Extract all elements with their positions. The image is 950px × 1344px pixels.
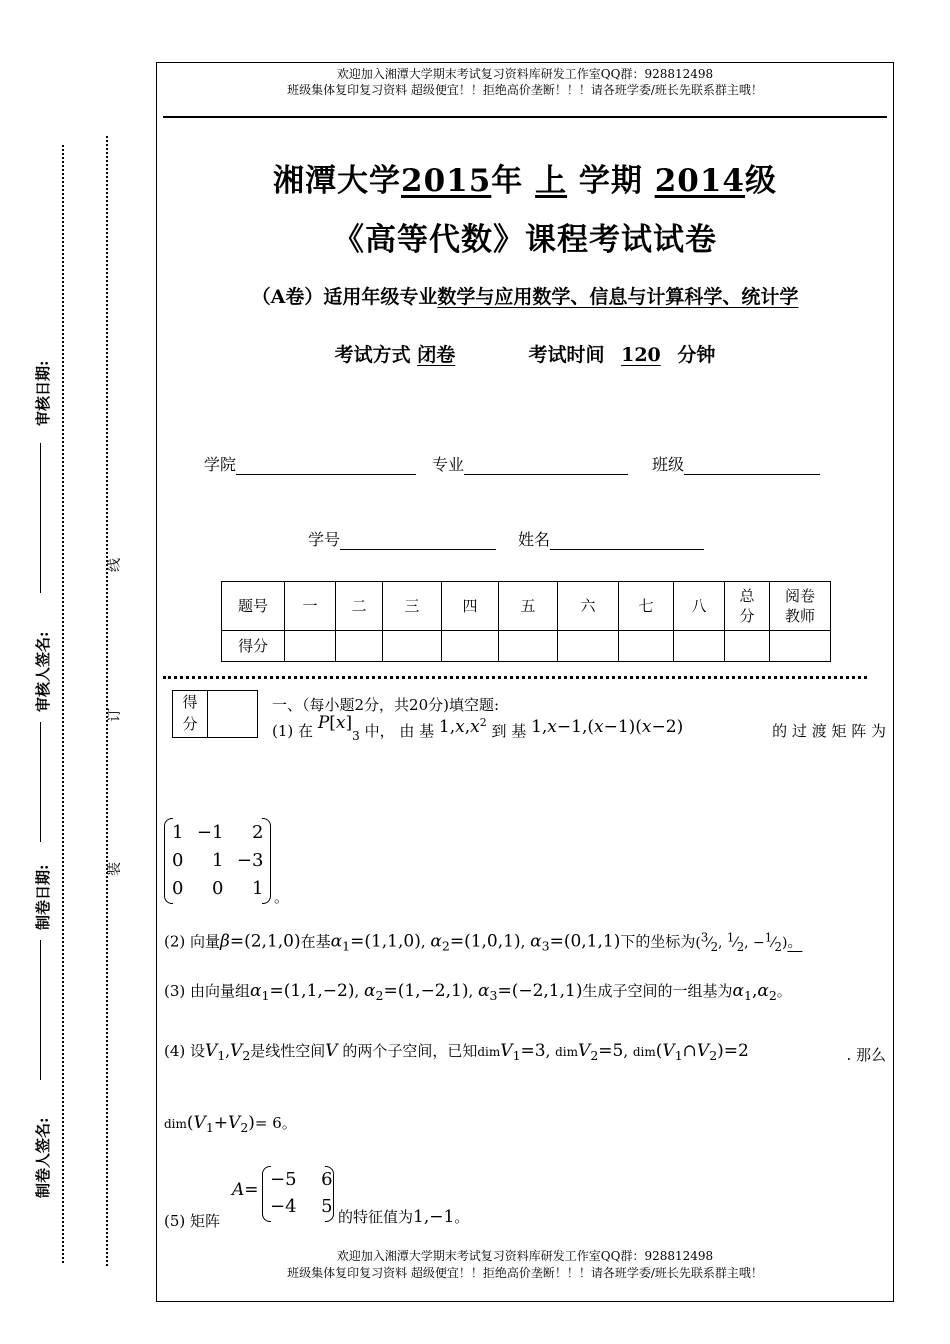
paper-label: （A卷）适用年级专业 [251, 286, 438, 308]
question-2: (2) 向量β=(2,1,0)在基$\alpha_1=(1,1,0)$, $\alpha_2=(1,0,1)$, $\alpha_3=(0,1,1)$下的坐标为($^3⁄_2$, $^1⁄_2$, $-^1⁄_2$)。 [164, 930, 803, 954]
score-cell[interactable] [383, 631, 442, 662]
matrix-cell: −5 [270, 1169, 297, 1190]
score-header-cell: 一 [285, 582, 336, 631]
exam-mode-line [156, 340, 894, 367]
student-id-label: 学号 [308, 530, 341, 549]
q2-text-b: 在基 [300, 932, 331, 951]
class-field[interactable] [652, 452, 820, 475]
score-header-cell: 阅卷 教师 [770, 582, 831, 631]
score-cell[interactable] [674, 631, 725, 662]
major-label: 专业 [432, 455, 465, 474]
q1-text-d: 的 过 渡 矩 阵 为 [772, 722, 886, 740]
q1-end: 。 [274, 888, 290, 906]
score-header-cell: 题号 [222, 582, 285, 631]
name-input-line[interactable] [550, 533, 704, 550]
q5-text-b: 的特征值为 [338, 1208, 414, 1226]
major-input-line[interactable] [464, 458, 628, 475]
matrix-cell: 2 [252, 821, 264, 843]
q2-text-c: 下的坐标为 [620, 932, 696, 951]
q4-text-a: (4) 设 [164, 1042, 206, 1060]
major-field[interactable] [432, 452, 628, 475]
title-school: 湘潭大学 [273, 163, 402, 199]
q1-text-b: 中， 由 基 [364, 722, 435, 740]
matrix-cell: 6 [321, 1169, 333, 1190]
matrix-cell: −3 [236, 849, 264, 871]
question-5-label: (5) 矩阵 [164, 1212, 221, 1230]
score-table [221, 581, 831, 662]
score-cell[interactable] [442, 631, 499, 662]
course-title: 《高等代数》课程考试试卷 [333, 222, 717, 258]
score-cell[interactable] [285, 631, 336, 662]
review-date-label: 审核日期: [34, 360, 52, 426]
time-label: 考试时间 [528, 344, 605, 366]
score-cell[interactable] [619, 631, 674, 662]
make-date-line [40, 940, 41, 1080]
reviewer-sign-label: 审核人签名: [34, 631, 52, 712]
majors: 数学与应用数学、信息与计算科学、统计学 [437, 286, 799, 308]
q3-end: 。 [776, 982, 792, 1000]
time-unit: 分钟 [677, 344, 716, 366]
name-label: 姓名 [518, 530, 551, 549]
q1-text-c: 到 基 [491, 722, 527, 740]
score-header-cell: 七 [619, 582, 674, 631]
header-line-1: 欢迎加入湘潭大学期末考试复习资料库研发工作室QQ群：928812498 [336, 67, 714, 81]
score-header-cell: 总 分 [725, 582, 770, 631]
binding-zhuang-label: 装 [107, 862, 123, 876]
score-header-cell: 二 [336, 582, 383, 631]
score-table-score-row [222, 631, 831, 662]
title-grade: 2014 [654, 163, 745, 199]
q3-text-a: (3) 由向量组 [164, 982, 251, 1000]
score-row-label: 得分 [222, 631, 285, 662]
mode-value: 闭卷 [417, 344, 456, 366]
student-id-input-line[interactable] [340, 533, 496, 550]
outer-dotted-line [62, 145, 64, 1263]
title-term: 上 [535, 163, 568, 199]
q4-text-d: . 那么 [846, 1046, 886, 1064]
q4-text-b: 是线性空间 [250, 1042, 326, 1060]
q5-matrix [264, 1166, 339, 1220]
question-5-rest: 的特征值为1,−1。 [338, 1207, 470, 1227]
matrix-cell: 5 [321, 1196, 333, 1217]
reviewer-sign-line [40, 722, 41, 842]
section1-heading: 一、（每小题2分，共20分)填空题: [272, 696, 500, 714]
q4-text-c: 的两个子空间，已知 [342, 1042, 478, 1060]
college-field[interactable] [204, 452, 416, 475]
binding-line-label: 线 [107, 558, 123, 572]
section-score-box [172, 690, 258, 738]
title-term-suffix: 学期 [578, 163, 643, 199]
question-4-continued: $dim(V_1+V_2)= 6$。 [164, 1113, 297, 1135]
footer-line-1: 欢迎加入湘潭大学期末考试复习资料库研发工作室QQ群：928812498 [336, 1249, 714, 1263]
q2-text-d: 。 [787, 932, 803, 951]
header-rule [163, 116, 887, 118]
score-header-cell: 三 [383, 582, 442, 631]
matrix-cell: 0 [212, 877, 224, 899]
q1-matrix [166, 818, 269, 902]
score-cell[interactable] [499, 631, 558, 662]
matrix-cell: 0 [172, 877, 184, 899]
score-cell[interactable] [770, 631, 831, 662]
maker-sign-label: 制卷人签名: [34, 1117, 52, 1198]
score-box-input[interactable] [208, 691, 257, 737]
title-grade-suffix: 级 [744, 163, 777, 199]
review-date-line [40, 443, 41, 593]
score-header-cell: 五 [499, 582, 558, 631]
class-input-line[interactable] [684, 458, 820, 475]
score-cell[interactable] [336, 631, 383, 662]
mode-label: 考试方式 [334, 344, 411, 366]
score-cell[interactable] [558, 631, 619, 662]
score-header-cell: 六 [558, 582, 619, 631]
section-divider [163, 676, 867, 679]
question-1: (1) 在 $P[x]_3$ 中， 由 基 $1,x,x^2$ 到 基 1,x−1,(x−1)(x−2) 的 过 渡 矩 阵 为 [272, 713, 886, 743]
question-4: (4) 设$V_1,V_2$是线性空间V 的两个子空间，已知dimV$_1$=3, dimV$_2$=5, $dim(V_1\cap V_2)=2$ . 那么 [164, 1041, 886, 1064]
class-label: 班级 [652, 455, 685, 474]
score-box-label: 得 分 [173, 691, 208, 737]
student-id-field[interactable] [308, 527, 496, 550]
matrix-cell: 1 [212, 849, 224, 871]
make-date-label: 制卷日期: [34, 864, 52, 930]
q5-matrix-name: A= [232, 1180, 259, 1200]
q1-text-a: (1) 在 [272, 722, 314, 740]
matrix-cell: 1 [252, 877, 264, 899]
q4-text-e: = 6。 [254, 1114, 297, 1132]
matrix-cell: −4 [270, 1196, 297, 1217]
matrix-cell: 1 [172, 821, 184, 843]
q2-text-a: (2) 向量 [164, 932, 221, 951]
q3-text-b: 生成子空间的一组基为 [582, 982, 733, 1000]
footer-line-2: 班级集体复印复习资料 超级便宜！！拒绝高价垄断！！！请各班学委/班长先联系群主哦！ [287, 1266, 763, 1280]
score-cell[interactable] [725, 631, 770, 662]
college-input-line[interactable] [236, 458, 416, 475]
matrix-cell: 0 [172, 849, 184, 871]
paper-line [156, 282, 894, 309]
title-year: 2015 [401, 163, 492, 199]
binding-ding-label: 订 [107, 708, 123, 722]
college-label: 学院 [204, 455, 237, 474]
score-table-header-row [222, 582, 831, 631]
header-line-2: 班级集体复印复习资料 超级便宜！！拒绝高价垄断！！！请各班学委/班长先联系群主哦！ [287, 83, 763, 97]
score-header-cell: 八 [674, 582, 725, 631]
title-year-suffix: 年 [491, 163, 524, 199]
score-header-cell: 四 [442, 582, 499, 631]
question-3: (3) 由向量组$\alpha_1=(1,1,-2)$, $\alpha_2=(1,-2,1)$, $\alpha_3=(-2,1,1)$生成子空间的一组基为$\alpha_1,\alpha_2$。 [164, 981, 792, 1003]
matrix-cell: −1 [196, 821, 224, 843]
time-value: 120 [621, 344, 661, 366]
q5-end: 。 [454, 1208, 470, 1226]
exam-title [156, 155, 894, 200]
inner-dotted-line [106, 136, 108, 1266]
name-field[interactable] [518, 527, 704, 550]
